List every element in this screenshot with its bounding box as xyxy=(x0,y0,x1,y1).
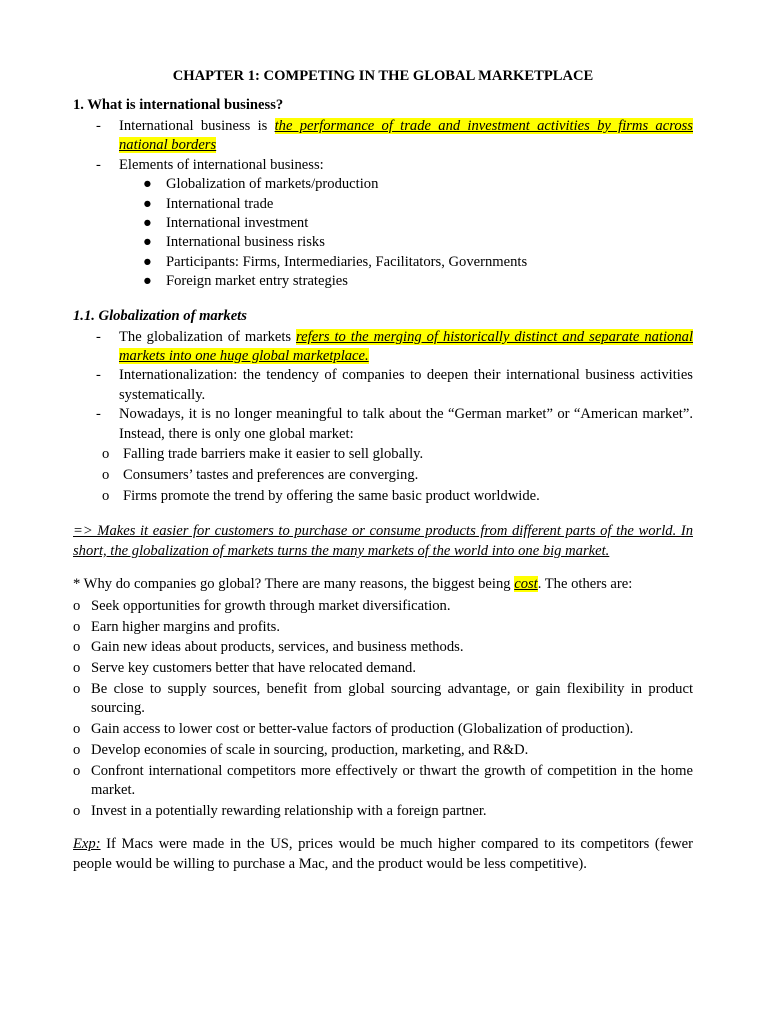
circle-marker: o xyxy=(73,802,81,819)
list-item xyxy=(73,762,693,801)
elements-list xyxy=(73,175,693,291)
list-item xyxy=(73,659,693,678)
circle-marker: o xyxy=(73,597,81,614)
bullet-marker: ● xyxy=(143,273,152,290)
cost-highlight: cost xyxy=(514,576,538,593)
list-item xyxy=(73,253,693,272)
list-item xyxy=(73,214,693,233)
circle-marker: o xyxy=(73,618,81,635)
chapter-title: CHAPTER 1: COMPETING IN THE GLOBAL MARKETPLACE xyxy=(172,68,594,84)
list-item-text: Falling trade barriers make it easier to sell globally. xyxy=(123,446,424,463)
definition-prefix: International business is xyxy=(119,118,275,134)
section-heading-1-1: 1.1. Globalization of markets xyxy=(73,307,247,324)
bullet-marker: ● xyxy=(143,195,152,212)
conclusion-paragraph: => Makes it easier for customers to purchase or consume products from different parts of the world. In short, the globalization of markets turns the many markets of the world into one big market. xyxy=(73,523,693,559)
circle-marker: o xyxy=(73,741,81,758)
list-item xyxy=(73,802,693,821)
why-suffix: . The others are: xyxy=(537,576,633,593)
nowadays-text: Nowadays, it is no longer meaningful to talk about the “German market” or “American market”. Instead, there is only one global market: xyxy=(119,406,693,442)
list-item-text: Develop economies of scale in sourcing, production, marketing, and R&D. xyxy=(91,741,529,758)
dash-marker: - xyxy=(96,328,101,345)
section-heading-1: 1. What is international business? xyxy=(73,97,284,113)
list-item-text: Firms promote the trend by offering the same basic product worldwide. xyxy=(123,487,540,504)
list-item-text: International business risks xyxy=(166,234,325,251)
list-item-text: Gain access to lower cost or better-value factors of production (Globalization of production). xyxy=(91,721,634,738)
reasons-list xyxy=(73,597,693,822)
list-item xyxy=(73,720,693,739)
list-item xyxy=(73,618,693,637)
definition-item xyxy=(73,117,693,156)
why-global-paragraph xyxy=(73,575,693,594)
list-item-text: Consumers’ tastes and preferences are converging. xyxy=(123,466,419,483)
dash-marker: - xyxy=(96,118,101,134)
list-item xyxy=(73,680,693,719)
list-item-text: Confront international competitors more effectively or thwart the growth of competition in the home market. xyxy=(91,762,693,799)
list-item-text: Invest in a potentially rewarding relationship with a foreign partner. xyxy=(91,802,487,819)
list-item xyxy=(73,444,693,465)
circle-marker: o xyxy=(73,762,81,779)
document-page xyxy=(73,66,693,874)
dash-marker: - xyxy=(96,156,101,173)
circle-marker: o xyxy=(102,446,110,463)
list-item-text: Seek opportunities for growth through market diversification. xyxy=(91,597,451,614)
circle-marker: o xyxy=(73,680,81,697)
list-item-text: Participants: Firms, Intermediaries, Facilitators, Governments xyxy=(166,253,528,270)
list-item-text: Globalization of markets/production xyxy=(166,176,379,193)
list-item-text: Be close to supply sources, benefit from global sourcing advantage, or gain flexibility in product sourcing. xyxy=(91,680,693,717)
circle-marker: o xyxy=(73,721,81,738)
internationalization-item xyxy=(73,366,693,405)
dash-marker: - xyxy=(96,406,101,423)
list-item-text: International investment xyxy=(166,215,309,232)
list-item-text: Earn higher margins and profits. xyxy=(91,618,280,635)
list-item-text: Serve key customers better that have relocated demand. xyxy=(91,660,416,677)
list-item xyxy=(73,233,693,252)
bullet-marker: ● xyxy=(143,215,152,232)
example-label: Exp: xyxy=(73,836,101,853)
list-item-text: Foreign market entry strategies xyxy=(166,273,348,290)
list-item xyxy=(73,272,693,291)
list-item xyxy=(73,741,693,760)
list-item xyxy=(73,597,693,616)
example-paragraph xyxy=(73,835,693,874)
definition-item xyxy=(73,328,693,367)
bullet-marker: ● xyxy=(143,234,152,251)
list-item xyxy=(73,195,693,214)
elements-item xyxy=(73,156,693,175)
circle-marker: o xyxy=(73,639,81,656)
circle-marker: o xyxy=(73,660,81,677)
circle-marker: o xyxy=(102,466,110,483)
bullet-marker: ● xyxy=(143,253,152,270)
list-item xyxy=(73,175,693,194)
list-item-text: Gain new ideas about products, services, and business methods. xyxy=(91,639,464,656)
definition-highlight: the performance of trade and investment activities by firms across national borders xyxy=(119,118,693,154)
section11-list xyxy=(73,328,693,444)
dash-marker: - xyxy=(96,367,101,384)
list-item xyxy=(73,465,693,486)
list-item-text: International trade xyxy=(166,195,274,212)
example-text: If Macs were made in the US, prices would be much higher compared to its competitors (fewer people would be willing to purchase a Mac, and the product would be less competitive). xyxy=(73,836,693,872)
section1-list xyxy=(73,117,693,175)
list-item xyxy=(73,638,693,657)
definition-highlight: refers to the merging of historically distinct and separate national markets into one huge global marketplace. xyxy=(119,328,693,365)
list-item xyxy=(73,486,693,507)
definition-prefix: The globalization of markets xyxy=(119,328,297,345)
nowadays-item xyxy=(73,405,693,444)
internationalization-text: Internationalization: the tendency of companies to deepen their international business activities systematically. xyxy=(119,367,693,403)
circle-marker: o xyxy=(102,487,110,504)
global-market-points xyxy=(73,444,693,506)
elements-label: Elements of international business: xyxy=(119,156,324,173)
bullet-marker: ● xyxy=(143,176,152,193)
why-prefix: * Why do companies go global? There are many reasons, the biggest being xyxy=(73,576,515,593)
